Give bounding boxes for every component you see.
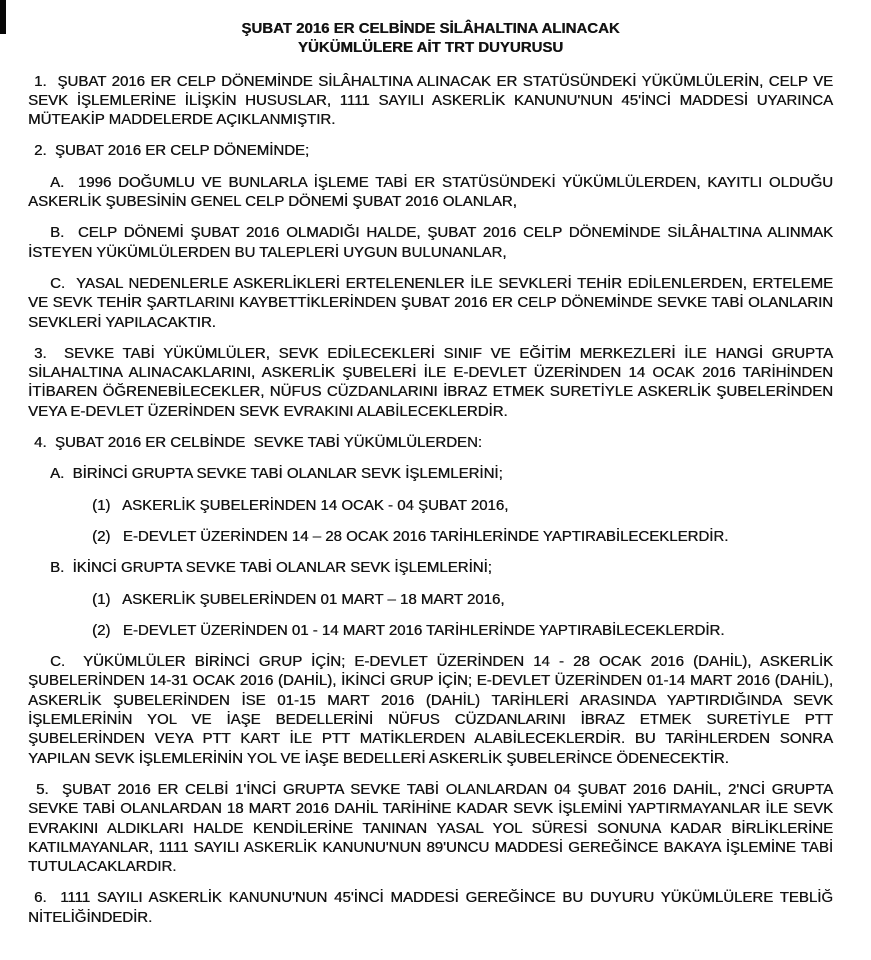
paragraph-2a: A. 1996 DOĞUMLU VE BUNLARLA İŞLEME TABİ ER STATÜSÜNDEKİ YÜKÜMLÜLERDEN, KAYITLI OLDUĞU ASKERLİK ŞUBESİNİN GENEL CELP DÖNEMİ ŞUBAT 2016 OLANLAR, — [28, 173, 837, 211]
paragraph-4a-item-1: (1) ASKERLİK ŞUBELERİNDEN 14 OCAK - 04 ŞUBAT 2016, — [92, 496, 509, 514]
document-title — [28, 19, 833, 58]
paragraph-2c: C. YASAL NEDENLERLE ASKERLİKLERİ ERTELENENLER İLE SEVKLERİ TEHİR EDİLENLERDEN, ERTELEME VE SEVK TEHİR ŞARTLARINI KAYBETTİKLERİNDEN ŞUBAT 2016 ER CELP DÖNEMİNDE SEVKE TABİ OLANLARIN SEVKLERİ YAPILACAKTIR. — [28, 274, 838, 331]
paragraph-4a-item-2: (2) E-DEVLET ÜZERİNDEN 14 – 28 OCAK 2016 TARİHLERİNDE YAPTIRABİLECEKLERDİR. — [92, 527, 729, 545]
paragraph-5: 5. ŞUBAT 2016 ER CELBİ 1'İNCİ GRUPTA SEVKE TABİ OLANLARDAN 04 ŞUBAT 2016 DAHİL, 2'NCİ GRUPTA SEVKE TABİ OLANLARDAN 18 MART 2016 DAHİL TARİHİNE KADAR SEVK İŞLEMİNİ YAPTIRMAYANLAR İLE SEVK EVRAKINI ALDIKLARI HALDE KENDİLERİNE TANINAN YASAL YOL SÜRESİ SONUNA KADAR BİRLİKLERİNE KATILMAYANLAR, 1111 SAYILI ASKERLİK KANUNU'NUN 89'UNCU MADDESİ GEREĞİNCE BAKAYA İŞLEMİNE TABİ TUTULACAKLARDIR. — [28, 780, 838, 876]
paragraph-4b-item-2: (2) E-DEVLET ÜZERİNDEN 01 - 14 MART 2016 TARİHLERİNDE YAPTIRABİLECEKLERDİR. — [92, 621, 725, 639]
paragraph-6: 6. 1111 SAYILI ASKERLİK KANUNU'NUN 45'İNCİ MADDESİ GEREĞİNCE BU DUYURU YÜKÜMLÜLERE TEBLİĞ NİTELİĞİNDEDİR. — [28, 889, 838, 926]
document-title-line2: YÜKÜMLÜLERE AİT TRT DUYURUSU — [297, 39, 564, 57]
paragraph-2b: B. CELP DÖNEMİ ŞUBAT 2016 OLMADIĞI HALDE, ŞUBAT 2016 CELP DÖNEMİNDE SİLÂHALTINA ALINMAK İSTEYEN YÜKÜMLÜLERDEN BU TALEPLERİ UYGUN BULUNANLAR, — [28, 224, 838, 261]
paragraph-4b-item-1: (1) ASKERLİK ŞUBELERİNDEN 01 MART – 18 MART 2016, — [92, 590, 505, 608]
paragraph-4c: C. YÜKÜMLÜLER BİRİNCİ GRUP İÇİN; E-DEVLET ÜZERİNDEN 14 - 28 OCAK 2016 (DAHİL), ASKERLİK ŞUBELERİNDEN 14-31 OCAK 2016 (DAHİL), İKİNCİ GRUP İÇİN; E-DEVLET ÜZERİNDEN 01-14 MART 2016 (DAHİL), ASKERLİK ŞUBELERİNDEN İSE 01-15 MART 2016 (DAHİL) TARİHLERİ ARASINDA YAPTIRDIĞINDA SEVK İŞLEMLERİNİN YOL VE İAŞE BEDELLERİNİ NÜFUS CÜZDANLARINI İBRAZ ETMEK SURETİYLE PTT ŞUBELERİNDEN VEYA PTT KART İLE PTT MATİKLERDEN ALABİLECEKLERDİR. BU TARİHLERDEN SONRA YAPILAN SEVK İŞLEMLERİNİN YOL VE İAŞE BEDELLERİ ASKERLİK ŞUBELERİNCE ÖDENECEKTİR. — [28, 653, 838, 767]
paragraph-1: 1. ŞUBAT 2016 ER CELP DÖNEMİNDE SİLÂHALTINA ALINACAK ER STATÜSÜNDEKİ YÜKÜMLÜLERİN, CELP VE SEVK İŞLEMLERİNE İLİŞKİN HUSUSLAR, 1111 SAYILI ASKERLİK KANUNU'NUN 45'İNCİ MADDESİ UYARINCA MÜTEAKİP MADDELERDE AÇIKLANMIŞTIR. — [28, 72, 838, 129]
paragraph-4b: B. İKİNCİ GRUPTA SEVKE TABİ OLANLAR SEVK İŞLEMLERİNİ; — [50, 559, 492, 577]
paragraph-4a: A. BİRİNCİ GRUPTA SEVKE TABİ OLANLAR SEVK İŞLEMLERİNİ; — [50, 465, 503, 483]
paragraph-3: 3. SEVKE TABİ YÜKÜMLÜLER, SEVK EDİLECEKLERİ SINIF VE EĞİTİM MERKEZLERİ İLE HANGİ GRUPTA SİLAHALTINA ALINACAKLARINI, ASKERLİK ŞUBELERİ İLE E-DEVLET ÜZERİNDEN 14 OCAK 2016 TARİHİNDEN İTİBAREN ÖĞRENEBİLECEKLER, NÜFUS CÜZDANLARINI İBRAZ ETMEK SURETİYLE ASKERLİK ŞUBELERİNDEN VEYA E-DEVLET ÜZERİNDEN SEVK EVRAKINI ALABİLECEKLERDİR. — [28, 344, 838, 420]
paragraph-4: 4. ŞUBAT 2016 ER CELBİNDE SEVKE TABİ YÜKÜMLÜLERDEN: — [34, 434, 482, 452]
scan-edge-artifact — [0, 0, 6, 34]
document-title-line1: ŞUBAT 2016 ER CELBİNDE SİLÂHALTINA ALINACAK — [241, 20, 620, 37]
paragraph-2: 2. ŞUBAT 2016 ER CELP DÖNEMİNDE; — [34, 142, 310, 160]
